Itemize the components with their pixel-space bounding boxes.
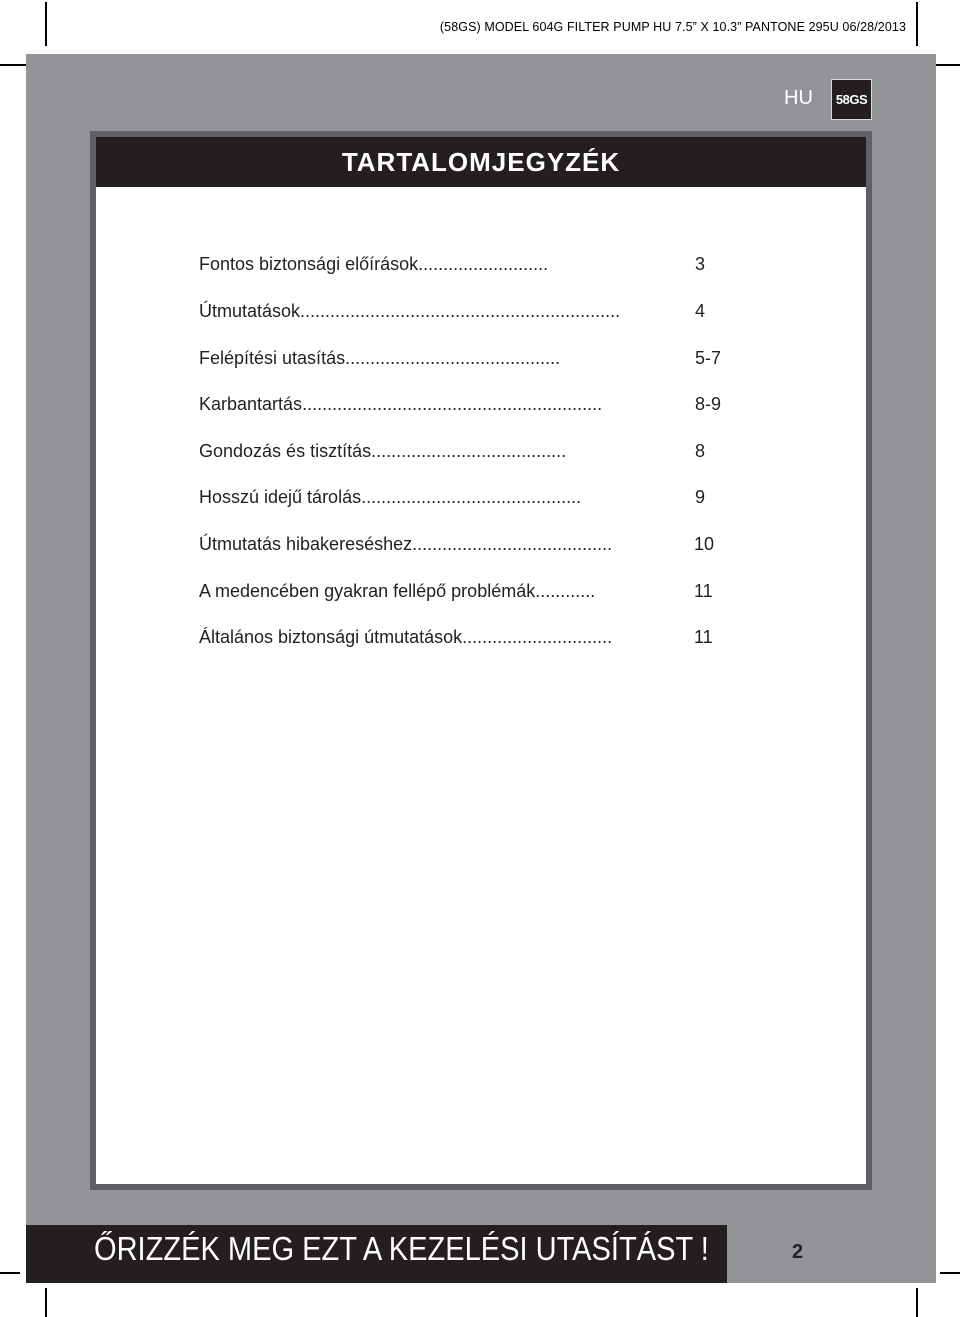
toc-item-leader: ........................................... — [345, 348, 561, 368]
crop-mark — [916, 1288, 918, 1317]
crop-mark — [45, 1288, 47, 1317]
crop-mark — [0, 1272, 20, 1274]
toc-item-page: 8 — [695, 441, 706, 461]
content-panel — [96, 137, 866, 1184]
toc-item-title: Gondozás és tisztítás — [199, 441, 372, 461]
crop-mark — [940, 1272, 960, 1274]
toc-item-title: Felépítési utasítás — [199, 348, 346, 368]
toc-item-title: Hosszú idejű tárolás — [199, 487, 362, 507]
footer-page-box — [727, 1225, 936, 1283]
toc-item-leader: ............ — [535, 581, 596, 601]
toc-item-page: 4 — [695, 301, 706, 321]
toc-item-title: A medencében gyakran fellépő problémák — [199, 581, 536, 601]
language-code: HU — [784, 87, 813, 109]
toc-item-leader: ....................................... — [371, 441, 567, 461]
toc-item-title: Útmutatás hibakereséshez — [199, 534, 413, 554]
toc-item-page: 5-7 — [695, 348, 722, 368]
toc-item-leader: ............................................ — [361, 487, 582, 507]
toc-item-page: 8-9 — [695, 394, 722, 414]
toc-item-title: Útmutatások — [199, 301, 301, 321]
toc-item-leader: ............................................................ — [302, 394, 603, 414]
toc-item-leader: ................................................................ — [300, 301, 621, 321]
crop-mark — [45, 2, 47, 46]
toc-item-page: 9 — [695, 487, 706, 507]
print-info: (58GS) MODEL 604G FILTER PUMP HU 7.5” X 10.3” PANTONE 295U 06/28/2013 — [439, 20, 906, 34]
footer-notice: ŐRIZZÉK MEG EZT A KEZELÉSI UTASÍTÁST ! — [94, 1230, 709, 1267]
toc-item-leader: ........................................ — [412, 534, 613, 554]
page-number: 2 — [792, 1241, 804, 1263]
model-badge: 58GS — [831, 79, 872, 120]
toc-item-leader: .......................... — [418, 254, 549, 274]
toc-item-page: 11 — [694, 627, 713, 647]
toc-item-title: Fontos biztonsági előírások — [199, 254, 419, 274]
toc-title: TARTALOMJEGYZÉK — [96, 137, 866, 187]
toc-item-page: 11 — [694, 581, 713, 601]
toc-item-page: 3 — [695, 254, 706, 274]
toc-item-title: Általános biztonsági útmutatások — [199, 627, 463, 647]
toc-item-title: Karbantartás — [199, 394, 303, 414]
toc-item-page: 10 — [694, 534, 715, 554]
toc-item-leader: .............................. — [462, 627, 613, 647]
crop-mark — [916, 2, 918, 46]
